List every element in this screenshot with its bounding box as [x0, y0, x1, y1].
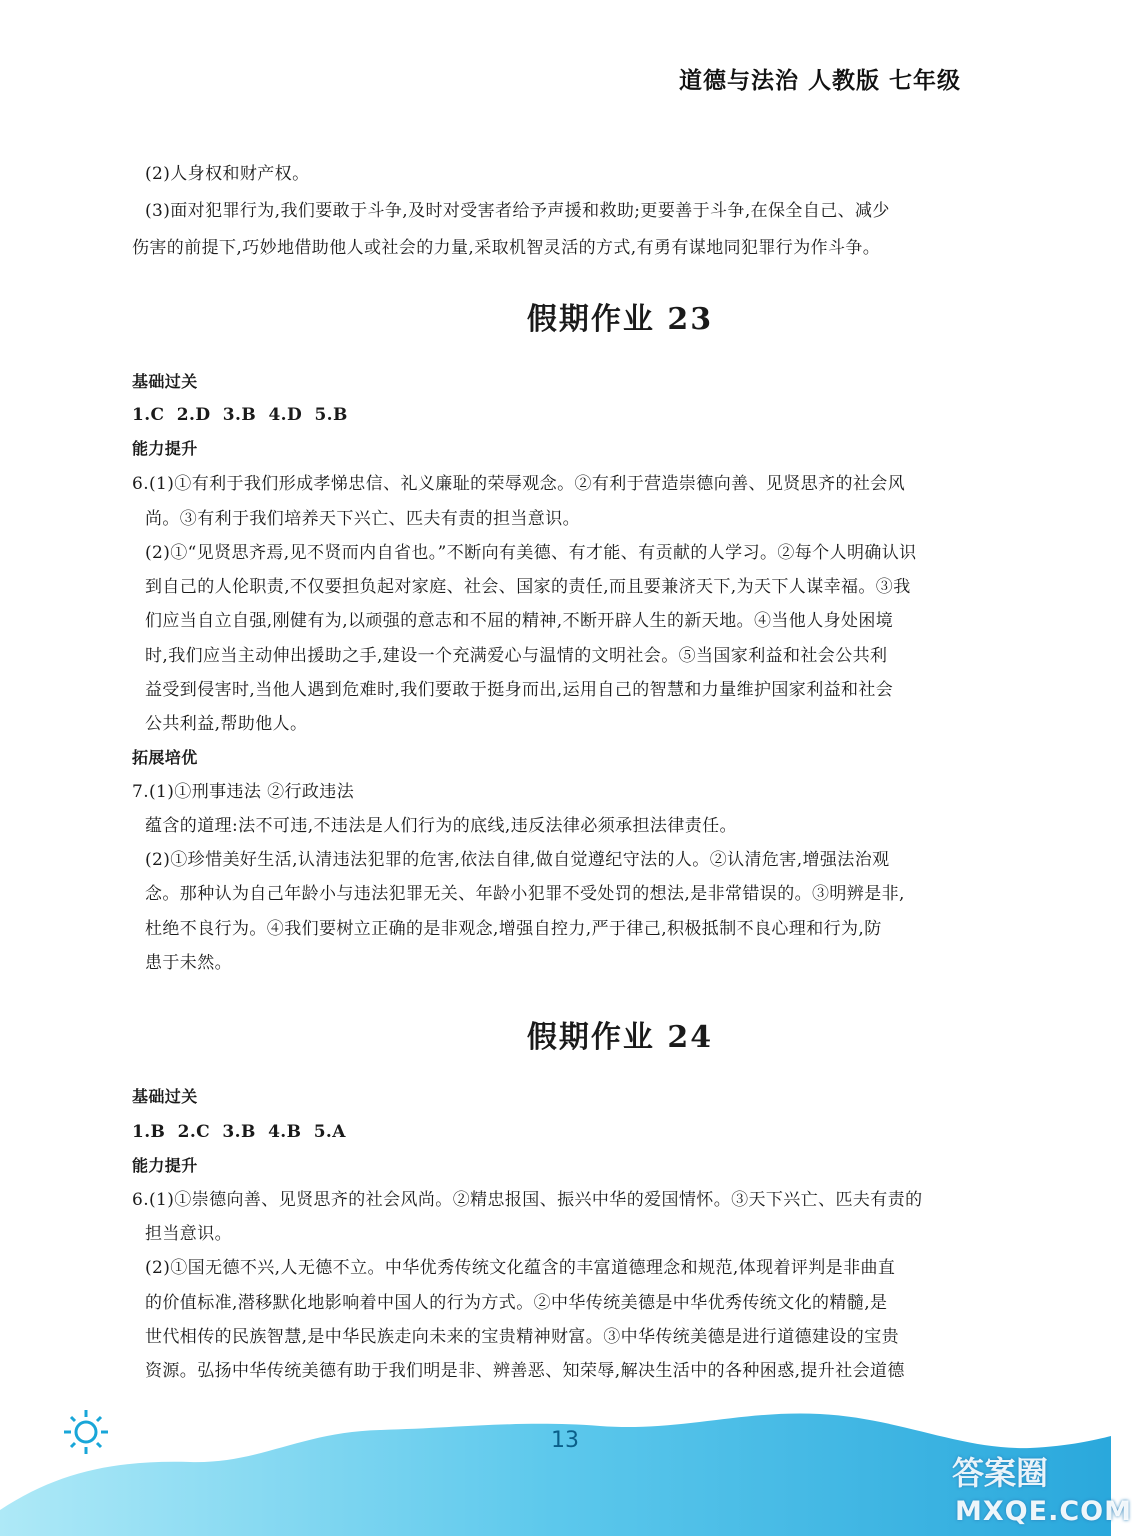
expand-label: 拓展培优 — [132, 748, 198, 767]
text-line: 的价值标准,潜移默化地影响着中国人的行为方式。②中华传统美德是中华优秀传统文化的精髓,是 — [145, 1293, 888, 1313]
text-line: 公共利益,帮助他人。 — [145, 714, 308, 734]
book-subject-header: 道德与法治 人教版 七年级 — [678, 68, 961, 94]
ability-label: 能力提升 — [132, 439, 198, 458]
page-number: 13 — [551, 1428, 579, 1453]
watermark-logo: 答案圈 — [952, 1454, 1049, 1492]
text-line: 担当意识。 — [145, 1224, 232, 1244]
section-title-hw24: 假期作业 24 — [526, 1020, 714, 1055]
text-line: 6.(1)①崇德向善、见贤思齐的社会风尚。②精忠报国、振兴中华的爱国情怀。③天下兴亡、匹夫有责的 — [132, 1190, 923, 1210]
basic-label: 基础过关 — [132, 1087, 198, 1106]
section-title-hw23: 假期作业 23 — [526, 302, 714, 337]
text-line: (2)人身权和财产权。 — [145, 164, 310, 184]
text-line: (3)面对犯罪行为,我们要敢于斗争,及时对受害者给予声援和救助;更要善于斗争,在保全自己、减少 — [145, 201, 890, 221]
text-line: 益受到侵害时,当他人遇到危难时,我们要敢于挺身而出,运用自己的智慧和力量维护国家利益和社会 — [145, 680, 894, 700]
text-line: 杜绝不良行为。④我们要树立正确的是非观念,增强自控力,严于律己,积极抵制不良心理和行为,防 — [145, 919, 882, 939]
basic-answers: 1.B 2.C 3.B 4.B 5.A — [132, 1122, 346, 1142]
text-line: 6.(1)①有利于我们形成孝悌忠信、礼义廉耻的荣辱观念。②有利于营造崇德向善、见贤思齐的社会风 — [132, 474, 906, 494]
text-line: (2)①珍惜美好生活,认清违法犯罪的危害,依法自律,做自觉遵纪守法的人。②认清危害,增强法治观 — [145, 850, 890, 870]
text-line: 们应当自立自强,刚健有为,以顽强的意志和不屈的精神,不断开辟人生的新天地。④当他人身处困境 — [145, 611, 894, 631]
text-line: 7.(1)①刑事违法 ②行政违法 — [132, 782, 355, 802]
watermark-url: MXQE.COM — [955, 1496, 1132, 1527]
text-line: 时,我们应当主动伸出援助之手,建设一个充满爱心与温情的文明社会。⑤当国家利益和社会公共利 — [145, 646, 888, 666]
text-line: 到自己的人伦职责,不仅要担负起对家庭、社会、国家的责任,而且要兼济天下,为天下人谋幸福。③我 — [145, 577, 911, 597]
text-line: (2)①国无德不兴,人无德不立。中华优秀传统文化蕴含的丰富道德理念和规范,体现着评判是非曲直 — [145, 1258, 896, 1278]
text-line: 伤害的前提下,巧妙地借助他人或社会的力量,采取机智灵活的方式,有勇有谋地同犯罪行为作斗争。 — [132, 238, 881, 258]
text-line: 蕴含的道理:法不可违,不违法是人们行为的底线,违反法律必须承担法律责任。 — [145, 816, 737, 836]
sun-icon — [64, 1410, 108, 1454]
text-line: 念。那种认为自己年龄小与违法犯罪无关、年龄小犯罪不受处罚的想法,是非常错误的。③明辨是非, — [145, 884, 905, 904]
text-line: (2)①“见贤思齐焉,见不贤而内自省也。”不断向有美德、有才能、有贡献的人学习。②每个人明确认识 — [145, 543, 917, 563]
text-line: 世代相传的民族智慧,是中华民族走向未来的宝贵精神财富。③中华传统美德是进行道德建设的宝贵 — [145, 1327, 900, 1347]
text-line: 尚。③有利于我们培养天下兴亡、匹夫有责的担当意识。 — [145, 509, 580, 529]
text-line: 患于未然。 — [145, 953, 232, 973]
text-line: 资源。弘扬中华传统美德有助于我们明是非、辨善恶、知荣辱,解决生活中的各种困惑,提升社会道德 — [145, 1361, 905, 1381]
footer-wave-decoration — [0, 1390, 1111, 1536]
basic-label: 基础过关 — [132, 372, 198, 391]
ability-label: 能力提升 — [132, 1156, 198, 1175]
basic-answers: 1.C 2.D 3.B 4.D 5.B — [132, 405, 348, 425]
